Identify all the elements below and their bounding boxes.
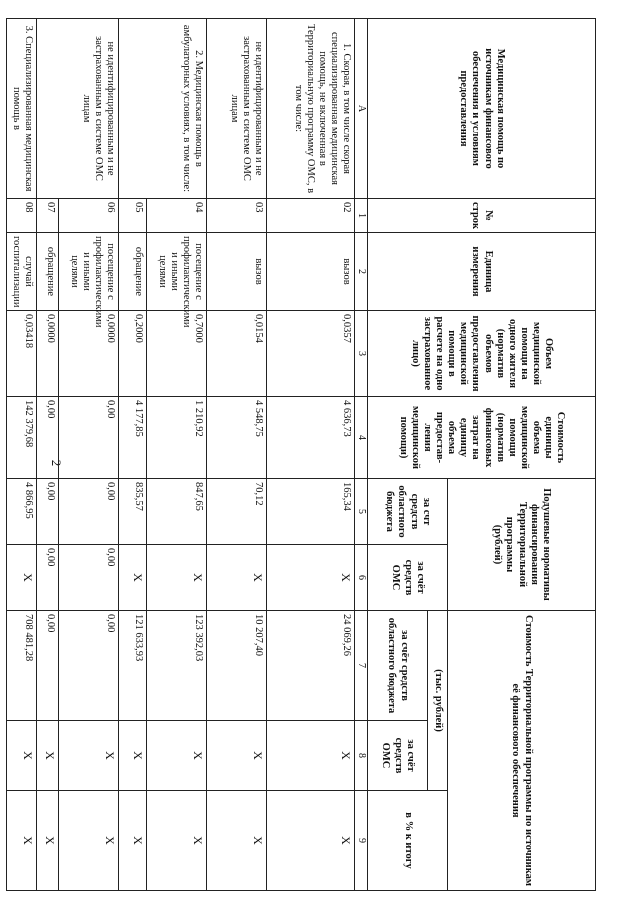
cell-volume: 0,2000 — [119, 311, 147, 397]
cell-tp-obl: 10 207,40 — [207, 611, 267, 721]
cell-volume: 0,03418 — [7, 311, 37, 397]
cell-volume: 0,0154 — [207, 311, 267, 397]
cell-norm-obl: 4 866,95 — [7, 479, 37, 545]
cell-volume: 0,0000 — [59, 311, 119, 397]
header-col-unit: Единица измерения — [368, 233, 596, 311]
cell-unit: случай госпитализации — [7, 233, 37, 311]
cell-description: 1. Скорая, в том числе скорая специализированная медицинская помощь, не включенная в Территориальную программу ОМС, в том числе: — [267, 19, 355, 199]
cell-line-no: 06 — [59, 199, 119, 233]
col-number-8: 8 — [355, 721, 368, 791]
cell-unit: обращение — [119, 233, 147, 311]
table-row — [59, 19, 119, 891]
cell-norm-oms: X — [147, 545, 207, 611]
cell-tp-obl: 123 392,03 — [147, 611, 207, 721]
cell-description: не идентифицированным и не застрахованным в системе ОМС лицам — [37, 19, 119, 199]
cell-tp-oms: X — [207, 721, 267, 791]
col-number-3: 3 — [355, 311, 368, 397]
col-number-9: 9 — [355, 791, 368, 891]
cell-norm-oms: X — [207, 545, 267, 611]
cell-tp-oms: X — [7, 721, 37, 791]
cell-pct: X — [37, 791, 59, 891]
header-col-norms-title: Подушевые нормативы финансирования Территориальной программы — [504, 488, 552, 601]
cell-tp-obl: 24 069,26 — [267, 611, 355, 721]
cell-volume: 0,0357 — [267, 311, 355, 397]
cell-pct: X — [147, 791, 207, 891]
page-number: 2 — [49, 459, 64, 467]
cell-pct: X — [119, 791, 147, 891]
cell-line-no: 04 — [147, 199, 207, 233]
cell-pct: X — [267, 791, 355, 891]
header-col-tp-oms: за счёт средств ОМС — [368, 721, 428, 791]
table-row — [147, 19, 207, 891]
header-col-norms-oms: за счёт средств ОМС — [368, 545, 448, 611]
financing-table — [6, 18, 596, 891]
table-row — [267, 19, 355, 891]
cell-cost: 4 177,85 — [119, 397, 147, 479]
cell-tp-oms: X — [147, 721, 207, 791]
table-row — [7, 19, 37, 891]
cell-cost: 0,00 — [59, 397, 119, 479]
cell-line-no: 03 — [207, 199, 267, 233]
header-col-pct: в % к итогу — [368, 791, 448, 891]
cell-line-no: 05 — [119, 199, 147, 233]
cell-line-no: 02 — [267, 199, 355, 233]
cell-cost: 4 636,73 — [267, 397, 355, 479]
col-number-5: 5 — [355, 479, 368, 545]
cell-volume: 0,7000 — [147, 311, 207, 397]
cell-unit: вызов — [207, 233, 267, 311]
cell-cost: 0,00 — [37, 397, 59, 479]
cell-description: 2. Медицинская помощь в амбулаторных условиях, в том числе: — [119, 19, 207, 199]
cell-tp-obl: 0,00 — [59, 611, 119, 721]
cell-norm-obl: 0,00 — [59, 479, 119, 545]
cell-tp-oms: X — [37, 721, 59, 791]
header-col-a: Медицинская помощь по источникам финансового обеспечения и условиям предоставления — [368, 19, 596, 199]
cell-cost: 1 210,92 — [147, 397, 207, 479]
cell-tp-oms: X — [119, 721, 147, 791]
header-col-norms-obl: за счт средств областного бюджета — [368, 479, 448, 545]
cell-norm-oms: 0,00 — [59, 545, 119, 611]
header-col-tp-obl: за счёт средств областного бюджета — [368, 611, 428, 721]
cell-norm-oms: X — [119, 545, 147, 611]
col-number-2: 2 — [355, 233, 368, 311]
table-row — [207, 19, 267, 891]
cell-line-no: 08 — [7, 199, 37, 233]
header-col-tp: Стоимость Территориальной программы по источникам её финансового обеспечения — [448, 611, 596, 891]
header-col-norms-unit: (рублей) — [492, 524, 504, 565]
cell-tp-oms: X — [59, 721, 119, 791]
header-col-volume: Объем медицинской помощи на одного жителя (норматив объемов предоставления медицинской помощи в расчете на одно застрахованное лицо) — [368, 311, 596, 397]
cell-norm-oms: 0,00 — [37, 545, 59, 611]
header-col-norms — [448, 479, 596, 611]
header-col-cost: Стоимость единицы объема медицинской помощи (норматив финансовых затрат на единицу объема предостав-ления медицинской помощи) — [368, 397, 596, 479]
cell-norm-oms: X — [7, 545, 37, 611]
cell-pct: X — [207, 791, 267, 891]
header-col-no: № строк — [368, 199, 596, 233]
cell-tp-oms: X — [267, 721, 355, 791]
cell-pct: X — [59, 791, 119, 891]
cell-tp-obl: 708 481,28 — [7, 611, 37, 721]
cell-unit: посещение с профилактическими и иными целями — [147, 233, 207, 311]
rotated-table-container — [10, 18, 596, 890]
cell-tp-obl: 121 633,93 — [119, 611, 147, 721]
cell-norm-obl: 70,12 — [207, 479, 267, 545]
cell-description: 3. Специализированная медицинская помощь в — [7, 19, 37, 199]
cell-unit: вызов — [267, 233, 355, 311]
cell-norm-oms: X — [267, 545, 355, 611]
cell-pct: X — [7, 791, 37, 891]
col-number-7: 7 — [355, 611, 368, 721]
cell-unit: обращение — [37, 233, 59, 311]
col-number-1: 1 — [355, 199, 368, 233]
cell-description: не идентифицированным и не застрахованным в системе ОМС лицам — [207, 19, 267, 199]
cell-cost: 4 548,75 — [207, 397, 267, 479]
cell-line-no: 07 — [37, 199, 59, 233]
cell-norm-obl: 847,65 — [147, 479, 207, 545]
cell-volume: 0,0000 — [37, 311, 59, 397]
col-number-6: 6 — [355, 545, 368, 611]
cell-unit: посещение с профилактическими и иными целями — [59, 233, 119, 311]
cell-norm-obl: 0,00 — [37, 479, 59, 545]
cell-norm-obl: 835,57 — [119, 479, 147, 545]
cell-norm-obl: 165,34 — [267, 479, 355, 545]
col-number-a: А — [355, 19, 368, 199]
col-number-4: 4 — [355, 397, 368, 479]
cell-tp-obl: 0,00 — [37, 611, 59, 721]
header-col-tp-unit: (тыс. рублей) — [428, 611, 448, 791]
cell-cost: 142 379,68 — [7, 397, 37, 479]
